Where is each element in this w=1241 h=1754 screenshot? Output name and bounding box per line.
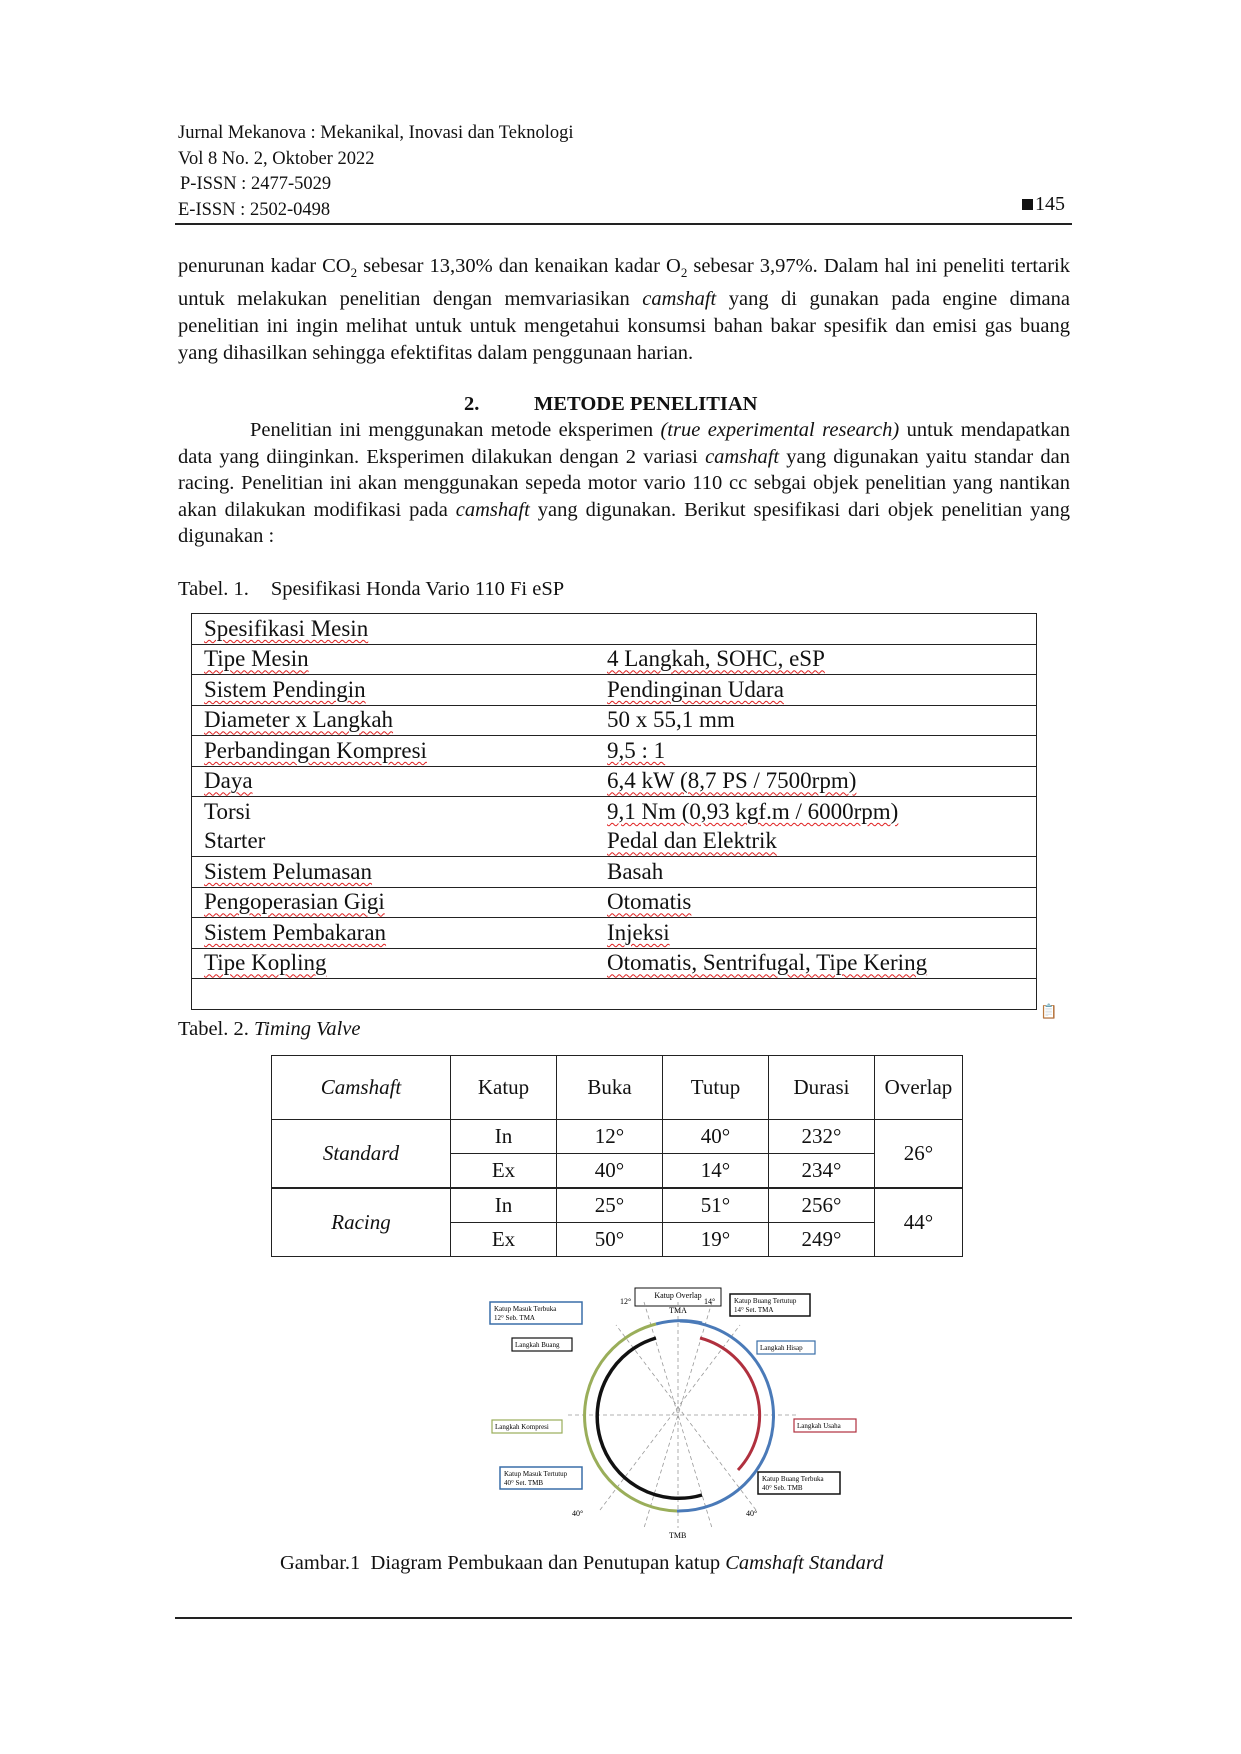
spec-value: Otomatis <box>595 887 1037 918</box>
spec-value: 9,5 : 1 <box>595 736 1037 767</box>
compression-stroke-label: Langkah Kompresi <box>495 1423 549 1431</box>
spec-label: Sistem Pendingin <box>192 675 596 706</box>
table1-caption: Tabel. 1. Spesifikasi Honda Vario 110 Fi eSP <box>178 578 565 600</box>
exhaust-open-label: Katup Buang Terbuka <box>762 1475 824 1483</box>
intake-close-label: Katup Masuk Tertutup <box>504 1470 568 1478</box>
col-buka: Buka <box>557 1056 663 1120</box>
journal-volume: Vol 8 No. 2, Oktober 2022 <box>178 148 375 169</box>
exhaust-open-sub: 40° Seb. TMB <box>762 1484 803 1492</box>
cell-durasi: 232° <box>769 1120 875 1154</box>
spec-value: 50 x 55,1 mm <box>595 705 1037 736</box>
col-durasi: Durasi <box>769 1056 875 1120</box>
deg-top-right: 14° <box>704 1297 716 1306</box>
spec-label: Torsi <box>204 798 251 824</box>
table2-caption: Tabel. 2. Timing Valve <box>178 1018 361 1040</box>
table-row <box>192 887 1037 918</box>
table-row <box>192 736 1037 767</box>
group-name: Racing <box>272 1188 451 1257</box>
page-number-text: 145 <box>1035 193 1065 215</box>
cell-tutup: 14° <box>663 1154 769 1189</box>
cell-katup: Ex <box>451 1223 557 1257</box>
spec-value: 6,4 kW (8,7 PS / 7500rpm) <box>595 766 1037 797</box>
timing-valve-table <box>271 1055 963 1257</box>
table-row <box>192 827 1037 857</box>
overlap-label: Katup Overlap <box>654 1291 702 1300</box>
journal-name: Jurnal Mekanova : Mekanikal, Inovasi dan Teknologi <box>178 123 574 143</box>
table-row <box>192 675 1037 706</box>
spec-table <box>191 613 1037 1010</box>
exhaust-close-sub: 14° Set. TMA <box>734 1306 774 1314</box>
spec-label: Perbandingan Kompresi <box>192 736 596 767</box>
cell-durasi: 249° <box>769 1223 875 1257</box>
footer-rule <box>175 1617 1072 1619</box>
table-row <box>192 705 1037 736</box>
page-number <box>1022 193 1065 216</box>
table-row <box>192 857 1037 888</box>
cell-katup: In <box>451 1120 557 1154</box>
spec-label: Sistem Pembakaran <box>192 918 596 949</box>
clipboard-icon: 📋 <box>1040 1005 1058 1020</box>
table-row <box>272 1120 963 1154</box>
spec-value: Pedal dan Elektrik <box>595 827 1037 857</box>
cell-overlap: 44° <box>875 1188 963 1257</box>
intake-stroke-label: Langkah Hisap <box>760 1344 803 1352</box>
power-stroke-label: Langkah Usaha <box>797 1422 841 1430</box>
spec-value: Pendinginan Udara <box>595 675 1037 706</box>
journal-header <box>178 121 574 223</box>
journal-pissn: P-ISSN : 2477-5029 <box>180 174 332 194</box>
col-tutup: Tutup <box>663 1056 769 1120</box>
deg-bottom-left: 40° <box>572 1509 584 1518</box>
cell-durasi: 256° <box>769 1188 875 1223</box>
cell-katup: In <box>451 1188 557 1223</box>
table-row <box>272 1188 963 1223</box>
journal-eissn: E-ISSN : 2502-0498 <box>178 199 331 220</box>
spec-heading: Spesifikasi Mesin <box>192 614 1037 645</box>
cell-katup: Ex <box>451 1154 557 1189</box>
spec-value: 4 Langkah, SOHC, eSP <box>595 644 1037 675</box>
exhaust-stroke-label: Langkah Buang <box>515 1341 560 1349</box>
cell-overlap: 26° <box>875 1120 963 1189</box>
intro-paragraph: penurunan kadar $CO_2$ sebesar 13,30% dan kenaikan kadar $O_2$ sebesar 3,97%. Dalam hal ini peneliti tertarik untuk melakukan penelitian dengan memvariasikan camshaft yang di gunakan pada engine dimana penelitian ini ingin melihat untuk untuk mengetahui konsumsi bahan bakar spesifik dan emisi gas buang yang dihasilkan sehingga efektifitas dalam penggunaan harian. <box>178 255 1070 365</box>
col-katup: Katup <box>451 1056 557 1120</box>
spec-value: Basah <box>595 857 1037 888</box>
spec-label: Starter <box>192 827 596 857</box>
empty-row <box>192 979 1037 1010</box>
valve-timing-diagram <box>480 1280 880 1540</box>
group-name: Standard <box>272 1120 451 1189</box>
section-number: 2. <box>464 393 480 415</box>
section-title: METODE PENELITIAN <box>534 393 758 415</box>
exhaust-close-label: Katup Buang Tertutup <box>734 1297 797 1305</box>
cell-buka: 50° <box>557 1223 663 1257</box>
spec-label: Tipe Mesin <box>192 644 596 675</box>
tma-label: TMA <box>669 1306 687 1315</box>
cell-buka: 12° <box>557 1120 663 1154</box>
intake-open-label: Katup Masuk Terbuka <box>494 1305 557 1313</box>
cell-tutup: 19° <box>663 1223 769 1257</box>
cell-buka: 40° <box>557 1154 663 1189</box>
table-row <box>192 644 1037 675</box>
intake-open-sub: 12° Seb. TMA <box>494 1314 535 1322</box>
spec-label: Pengoperasian Gigi <box>192 887 596 918</box>
method-paragraph: Penelitian ini menggunakan metode eksperimen (true experimental research) untuk mendapatkan data yang diinginkan. Eksperimen dilakukan dengan 2 variasi camshaft yang digunakan yaitu standar dan racing. Penelitian ini akan menggunakan sepeda motor vario 110 cc sebgai objek penelitian yang nantikan akan dilakukan modifikasi pada camshaft yang digunakan. Berikut spesifikasi dari objek penelitian yang digunakan : <box>178 419 1071 547</box>
table-row <box>192 766 1037 797</box>
deg-top-left: 12° <box>620 1297 632 1306</box>
spec-label: Sistem Pelumasan <box>192 857 596 888</box>
spec-label: Daya <box>192 766 596 797</box>
deg-bottom-right: 40° <box>746 1509 758 1518</box>
spec-label: Diameter x Langkah <box>192 705 596 736</box>
table-row <box>192 797 1037 827</box>
col-overlap: Overlap <box>875 1056 963 1120</box>
square-bullet-icon <box>1022 199 1033 210</box>
col-camshaft: Camshaft <box>272 1056 451 1120</box>
spec-value: Otomatis, Sentrifugal, Tipe Kering <box>607 950 928 976</box>
table-row <box>192 948 1037 979</box>
cell-durasi: 234° <box>769 1154 875 1189</box>
cell-tutup: 40° <box>663 1120 769 1154</box>
figure-caption: Gambar.1 Diagram Pembukaan dan Penutupan katup Camshaft Standard <box>280 1552 884 1574</box>
cell-tutup: 51° <box>663 1188 769 1223</box>
spec-label: Tipe Kopling <box>204 950 327 976</box>
spec-value: Injeksi <box>595 918 1037 949</box>
table-row <box>192 918 1037 949</box>
header-rule <box>175 223 1072 225</box>
intake-close-sub: 40° Set. TMB <box>504 1479 544 1487</box>
cell-buka: 25° <box>557 1188 663 1223</box>
tmb-label: TMB <box>669 1531 687 1540</box>
power-arc <box>700 1338 760 1470</box>
spec-value: 9,1 Nm (0,93 kgf.m / 6000rpm) <box>607 798 899 824</box>
